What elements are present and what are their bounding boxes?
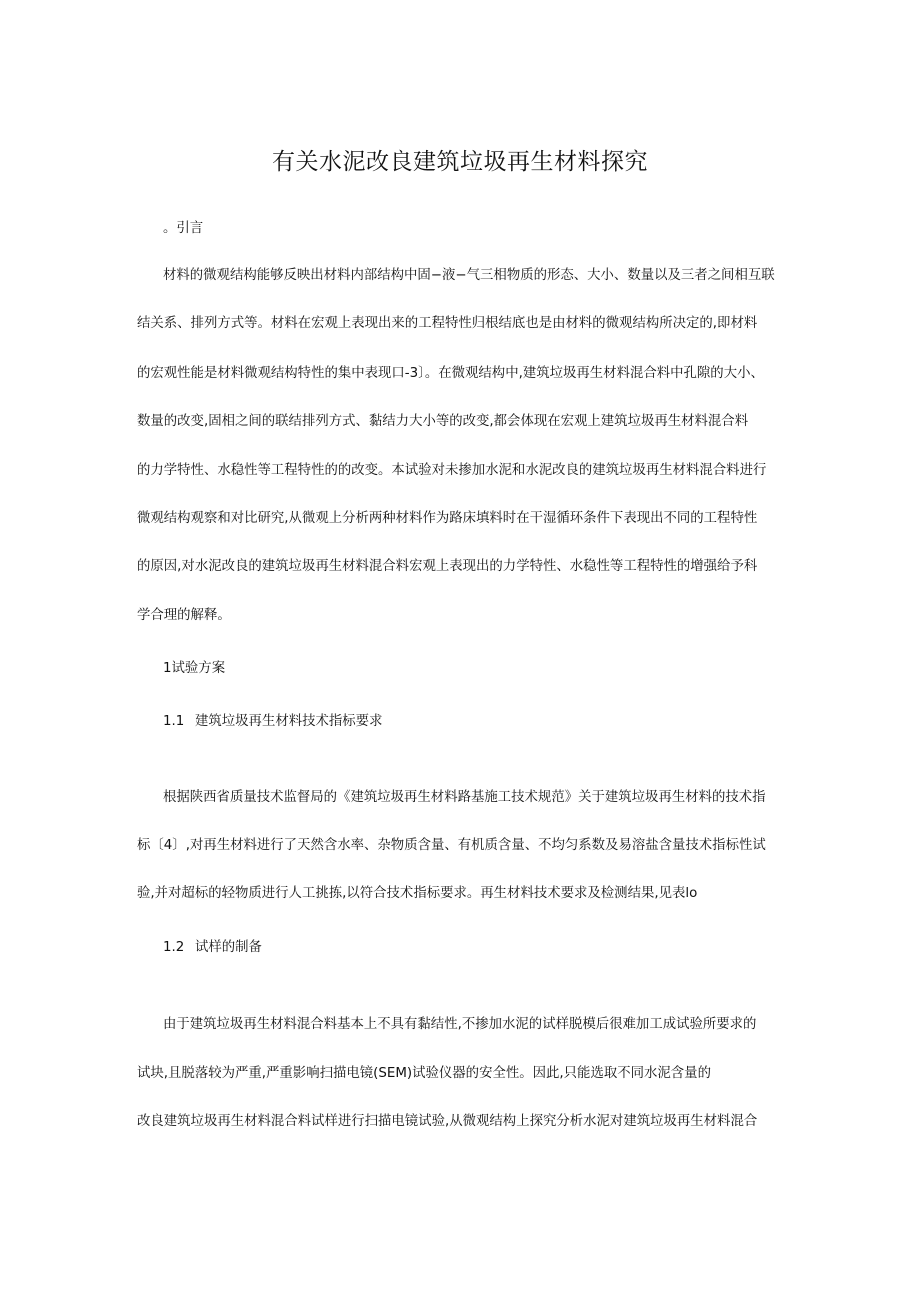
section-title: 试样的制备 (195, 940, 262, 955)
paragraph-line: 根据陕西省质量技术监督局的《建筑垃圾再生材料路基施工技术规范》关于建筑垃圾再生材料的技术指 (163, 790, 766, 805)
section-number: 1.1 (163, 714, 185, 729)
paragraph-line: 试块,且脱落较为严重,严重影响扫描电镜(SEM)试验仪器的安全性。因此,只能选取不同水泥含量的 (137, 1066, 711, 1081)
paragraph-line: 数量的改变,固相之间的联结排列方式、黏结力大小等的改变,都会体现在宏观上建筑垃圾再生材料混合料 (137, 414, 749, 429)
intro-heading: 。引言 (163, 221, 204, 236)
paragraph-line: 标〔4〕,对再生材料进行了天然含水率、杂物质含量、有机质含量、不均匀系数及易溶盐含量技术指标性试 (137, 838, 766, 853)
paragraph-line: 的原因,对水泥改良的建筑垃圾再生材料混合料宏观上表现出的力学特性、水稳性等工程特性的增强给予科 (137, 559, 758, 574)
paragraph-line: 改良建筑垃圾再生材料混合料试样进行扫描电镜试验,从微观结构上探究分析水泥对建筑垃圾再生材料混合 (137, 1114, 758, 1129)
section-1-heading: 1试验方案 (163, 661, 226, 676)
paragraph-line: 验,并对超标的轻物质进行人工挑拣,以符合技术指标要求。再生材料技术要求及检测结果,见表lo (137, 886, 698, 901)
paragraph-line: 结关系、排列方式等。材料在宏观上表现出来的工程特性归根结底也是由材料的微观结构所决定的,即材料 (137, 316, 758, 331)
paragraph-line: 材料的微观结构能够反映出材料内部结构中固−液−气三相物质的形态、大小、数量以及三者之间相互联 (163, 268, 775, 283)
paragraph-line: 由于建筑垃圾再生材料混合料基本上不具有黏结性,不掺加水泥的试样脱模后很难加工成试验所要求的 (163, 1017, 757, 1032)
paragraph-line: 微观结构观察和对比研究,从微观上分析两种材料作为路床填料时在干湿循环条件下表现出不同的工程特性 (137, 511, 758, 526)
paragraph-line: 的力学特性、水稳性等工程特性的的改变。本试验对未掺加水泥和水泥改良的建筑垃圾再生材料混合料进行 (137, 463, 767, 478)
paragraph-line: 的宏观性能是材料微观结构特性的集中表现口-3〕。在微观结构中,建筑垃圾再生材料混合料中孔隙的大小、 (137, 366, 764, 381)
section-number: 1.2 (163, 940, 185, 955)
section-1-2-heading (163, 938, 262, 958)
section-1-1-heading (163, 712, 382, 732)
section-title: 建筑垃圾再生材料技术指标要求 (195, 714, 383, 729)
document-title: 有关水泥改良建筑垃圾再生材料探究 (272, 149, 648, 175)
paragraph-line: 学合理的解释。 (137, 608, 231, 623)
